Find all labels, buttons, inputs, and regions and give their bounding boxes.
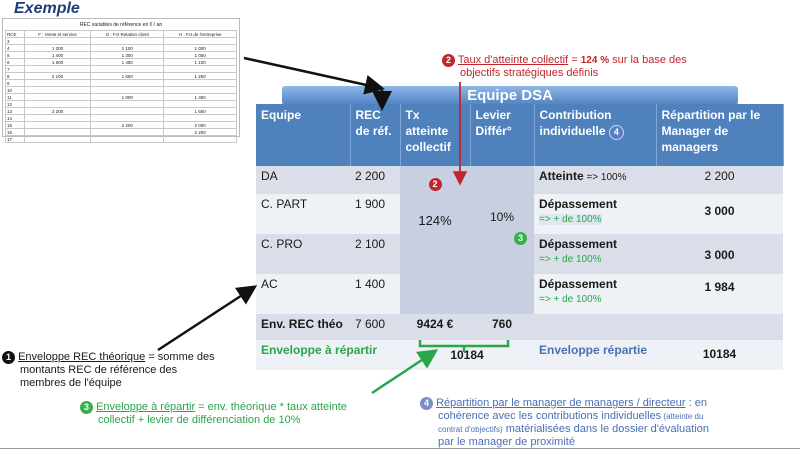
note3-line2: collectif + levier de différenciation de 10% [98,414,301,426]
ref-cell: 1 000 [164,45,237,52]
note1-line3: membres de l'équipe [20,377,122,389]
badge-4: 4 [420,397,433,410]
note4-line2: cohérence avec les contributions individuelles [438,410,662,422]
contrib-rest: => + de 100% [539,294,602,305]
ref-header: G : Fct Relation client [91,31,164,38]
badge-3: 3 [514,232,527,245]
note4-line3-small: contrat d'objectifs) [438,425,503,434]
contrib-bold: Dépassement [539,277,618,291]
cell-repart: 1 984 [656,274,783,314]
page-title: Exemple [14,0,80,17]
ref-cell: 15 [6,122,25,129]
badge-4: 4 [609,125,624,140]
header-rec: REC de réf. [350,104,400,166]
contrib-rest: => + de 100% [539,214,602,225]
ref-cell: 13 [6,108,25,115]
cell-env-repartie-label: Enveloppe répartie [534,340,656,370]
note3-rest: = env. théorique * taux atteinte [195,401,347,413]
note2-rest: sur la base des [612,54,687,66]
badge-1: 1 [2,351,15,364]
cell-env-tx: 9424 € [400,314,470,340]
ref-cell: 1 050 [164,52,237,59]
ref-header: H : Fct de l'entreprise [164,31,237,38]
cell-repart: 3 000 [656,234,783,274]
cell-rec: 1 400 [350,274,400,314]
cell-env-rec: 7 600 [350,314,400,340]
note1-rest: = somme des [145,351,215,363]
brace-green [420,340,508,352]
tx-value: 124% [418,213,452,228]
ref-cell: 2 100 [25,73,91,80]
ref-cell: 9 [6,80,25,87]
contrib-rest: => + de 100% [539,254,602,265]
ref-cell: 8 [6,73,25,80]
cell-env-label: Env. REC théo [256,314,350,340]
arrow-ref-to-rec [244,58,380,88]
badge-3: 3 [80,401,93,414]
note4-rest: : en [685,397,707,409]
ref-cell: 6 [6,59,25,66]
ref-header: RCE [6,31,25,38]
ref-cell: 10 [6,87,25,94]
cell-rec: 1 900 [350,194,400,234]
ref-cell: 1 200 [25,45,91,52]
cell-equipe: DA [256,166,350,194]
ref-cell: 7 [6,66,25,73]
note-taux-atteinte: 2 Taux d'atteinte collectif = 124 % sur la base des objectifs stratégiques définis [442,54,687,80]
note4-line4: par le manager de proximité [438,436,575,448]
arrow-note3-to-env [372,352,434,393]
ref-cell: 2 200 [164,129,237,136]
ref-cell: 1 350 [164,94,237,101]
ref-cell: 16 [6,129,25,136]
note4-line3: matérialisées dans le dossier d'évaluation [502,423,709,435]
note1-underlined: Enveloppe REC théorique [18,351,146,363]
header-levier: Levier Différ° [470,104,534,166]
ref-cell: 1 250 [164,73,237,80]
cell-equipe: C. PART [256,194,350,234]
cell-rec: 2 100 [350,234,400,274]
ref-cell: 1 800 [91,94,164,101]
ref-cell: 1 100 [91,45,164,52]
header-repart: Répartition par le Manager de managers [656,104,783,166]
contrib-bold: Dépassement [539,197,618,211]
header-tx: Tx atteinte collectif [400,104,470,166]
team-banner: Equipe DSA [282,86,738,105]
ref-cell: 14 [6,115,25,122]
cell-env-levier: 760 [470,314,534,340]
cell-repart: 3 000 [656,194,783,234]
ref-cell: 11 [6,94,25,101]
ref-cell: 1 900 [25,59,91,66]
ref-cell: 1 100 [164,59,237,66]
badge-2: 2 [429,178,442,191]
ref-cell: 1 650 [91,73,164,80]
cell-env-repartie-value: 10184 [656,340,783,370]
note2-value: 124 % [580,55,610,66]
ref-cell: 3 [6,38,25,45]
ref-cell: 1 400 [25,52,91,59]
contrib-bold: Atteinte [539,169,584,183]
ref-header: F : Vente et service [25,31,91,38]
bottom-divider [0,448,800,449]
note2-label: Taux d'atteinte collectif [457,54,569,66]
ref-cell: 17 [6,136,25,143]
note4-line2-small: (atteinte du [661,412,704,421]
cell-env-repartir-label: Enveloppe à répartir [256,340,400,370]
note2-rest2: objectifs stratégiques définis [460,67,599,79]
arrow-note1-to-table [158,288,253,350]
cell-env-repartir-value: 10184 [400,340,534,370]
cell-rec: 2 200 [350,166,400,194]
badge-2: 2 [442,54,455,67]
contrib-bold: Dépassement [539,237,618,251]
levier-value: 10% [489,210,515,224]
header-equipe: Equipe [256,104,350,166]
ref-cell: 4 [6,45,25,52]
cell-equipe: C. PRO [256,234,350,274]
ref-cell: 12 [6,101,25,108]
ref-cell: 1 650 [164,108,237,115]
cell-repart: 2 200 [656,166,783,194]
ref-cell: 2 000 [164,122,237,129]
ref-cell: 2 200 [91,122,164,129]
header-contrib-label: Contribution individuelle [539,108,612,138]
note1-line2: montants REC de référence des [20,364,178,376]
ref-cell: 5 [6,52,25,59]
ref-cell: 1 300 [91,52,164,59]
note4-underlined: Répartition par le manager de managers / directeur [436,397,686,409]
note3-underlined: Enveloppe à répartir [96,401,196,413]
cell-equipe: AC [256,274,350,314]
reference-table-caption: REC variables de référence en € / an [79,22,163,28]
contrib-rest: => 100% [583,172,627,183]
ref-cell: 1 450 [91,59,164,66]
ref-cell: 2 200 [25,108,91,115]
